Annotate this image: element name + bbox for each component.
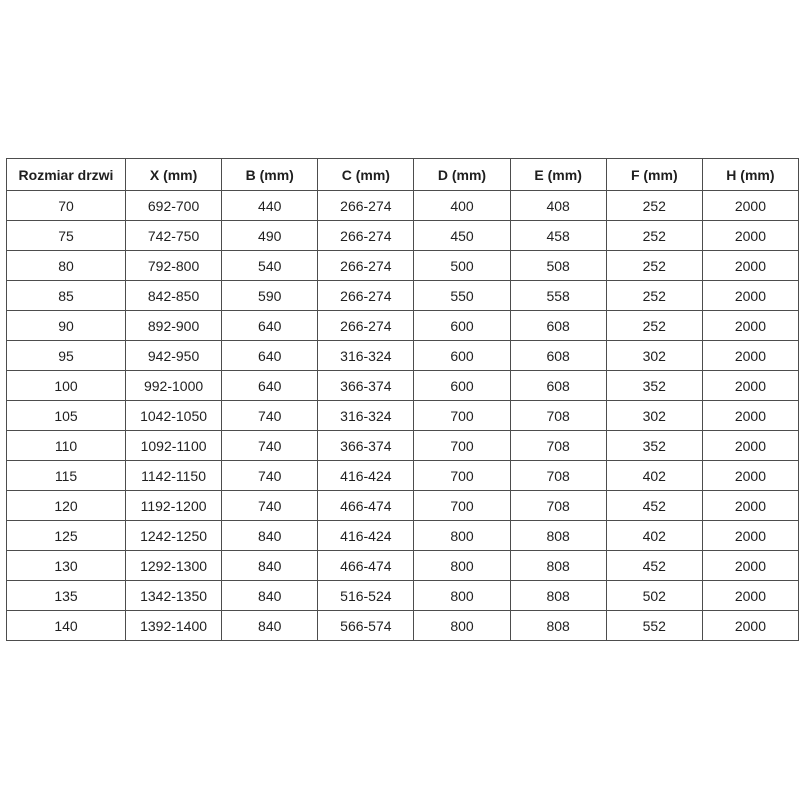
table-cell: 2000: [702, 401, 798, 431]
table-cell: 458: [510, 221, 606, 251]
table-cell: 90: [7, 311, 126, 341]
table-cell: 1192-1200: [126, 491, 222, 521]
table-cell: 500: [414, 251, 510, 281]
table-cell: 552: [606, 611, 702, 641]
table-cell: 840: [222, 581, 318, 611]
column-header: F (mm): [606, 159, 702, 191]
table-cell: 2000: [702, 311, 798, 341]
column-header: E (mm): [510, 159, 606, 191]
table-cell: 115: [7, 461, 126, 491]
table-cell: 792-800: [126, 251, 222, 281]
table-cell: 75: [7, 221, 126, 251]
table-row: [7, 491, 799, 521]
table-cell: 2000: [702, 341, 798, 371]
table-cell: 252: [606, 191, 702, 221]
table-row: [7, 521, 799, 551]
table-cell: 640: [222, 311, 318, 341]
table-cell: 252: [606, 221, 702, 251]
table-cell: 800: [414, 521, 510, 551]
table-cell: 402: [606, 461, 702, 491]
table-cell: 700: [414, 491, 510, 521]
table-cell: 125: [7, 521, 126, 551]
table-cell: 1042-1050: [126, 401, 222, 431]
table-cell: 452: [606, 551, 702, 581]
table-cell: 452: [606, 491, 702, 521]
table-cell: 2000: [702, 521, 798, 551]
column-header: Rozmiar drzwi: [7, 159, 126, 191]
table-cell: 266-274: [318, 251, 414, 281]
table-cell: 490: [222, 221, 318, 251]
table-cell: 600: [414, 371, 510, 401]
table-cell: 840: [222, 611, 318, 641]
table-cell: 600: [414, 341, 510, 371]
table-cell: 1092-1100: [126, 431, 222, 461]
table-cell: 2000: [702, 431, 798, 461]
table-cell: 700: [414, 431, 510, 461]
table-cell: 416-424: [318, 461, 414, 491]
table-cell: 708: [510, 401, 606, 431]
table-cell: 808: [510, 551, 606, 581]
table-cell: 740: [222, 431, 318, 461]
table-row: [7, 611, 799, 641]
table-cell: 316-324: [318, 341, 414, 371]
table-cell: 466-474: [318, 491, 414, 521]
table-cell: 252: [606, 311, 702, 341]
table-cell: 416-424: [318, 521, 414, 551]
table-cell: 2000: [702, 461, 798, 491]
table-cell: 266-274: [318, 311, 414, 341]
table-cell: 400: [414, 191, 510, 221]
table-cell: 608: [510, 341, 606, 371]
table-cell: 540: [222, 251, 318, 281]
table-cell: 2000: [702, 221, 798, 251]
table-cell: 252: [606, 251, 702, 281]
table-row: [7, 431, 799, 461]
table-cell: 302: [606, 341, 702, 371]
table-cell: 708: [510, 431, 606, 461]
column-header: H (mm): [702, 159, 798, 191]
table-cell: 600: [414, 311, 510, 341]
column-header: X (mm): [126, 159, 222, 191]
table-row: [7, 251, 799, 281]
table-cell: 105: [7, 401, 126, 431]
table-row: [7, 461, 799, 491]
table-cell: 2000: [702, 371, 798, 401]
table-cell: 640: [222, 371, 318, 401]
table-row: [7, 341, 799, 371]
table-cell: 566-574: [318, 611, 414, 641]
door-size-spec-table: [6, 158, 799, 641]
table-cell: 2000: [702, 191, 798, 221]
table-cell: 808: [510, 521, 606, 551]
table-cell: 2000: [702, 491, 798, 521]
table-cell: 366-374: [318, 431, 414, 461]
table-cell: 708: [510, 491, 606, 521]
table-cell: 70: [7, 191, 126, 221]
table-cell: 516-524: [318, 581, 414, 611]
table-cell: 140: [7, 611, 126, 641]
table-row: [7, 281, 799, 311]
table-cell: 708: [510, 461, 606, 491]
table-cell: 550: [414, 281, 510, 311]
table-cell: 608: [510, 311, 606, 341]
table-cell: 740: [222, 401, 318, 431]
table-cell: 2000: [702, 251, 798, 281]
table-cell: 640: [222, 341, 318, 371]
table-cell: 366-374: [318, 371, 414, 401]
table-cell: 85: [7, 281, 126, 311]
table-cell: 590: [222, 281, 318, 311]
table-cell: 700: [414, 401, 510, 431]
table-cell: 992-1000: [126, 371, 222, 401]
table-cell: 100: [7, 371, 126, 401]
table-row: [7, 581, 799, 611]
table-cell: 1392-1400: [126, 611, 222, 641]
table-cell: 352: [606, 371, 702, 401]
table-cell: 120: [7, 491, 126, 521]
table-cell: 95: [7, 341, 126, 371]
column-header: D (mm): [414, 159, 510, 191]
table-row: [7, 371, 799, 401]
table-cell: 266-274: [318, 281, 414, 311]
table-cell: 266-274: [318, 191, 414, 221]
table-cell: 892-900: [126, 311, 222, 341]
table-cell: 2000: [702, 551, 798, 581]
column-header: B (mm): [222, 159, 318, 191]
table-cell: 80: [7, 251, 126, 281]
table-cell: 135: [7, 581, 126, 611]
table-cell: 608: [510, 371, 606, 401]
table-header: [7, 159, 799, 191]
table-row: [7, 551, 799, 581]
table-body: [7, 191, 799, 641]
table-cell: 842-850: [126, 281, 222, 311]
table-row: [7, 401, 799, 431]
table-cell: 840: [222, 551, 318, 581]
table-cell: 800: [414, 551, 510, 581]
table-cell: 2000: [702, 611, 798, 641]
table-cell: 1242-1250: [126, 521, 222, 551]
table-cell: 402: [606, 521, 702, 551]
table-cell: 502: [606, 581, 702, 611]
table-cell: 110: [7, 431, 126, 461]
table-cell: 466-474: [318, 551, 414, 581]
table-cell: 692-700: [126, 191, 222, 221]
table-cell: 440: [222, 191, 318, 221]
table-cell: 1292-1300: [126, 551, 222, 581]
header-row: [7, 159, 799, 191]
column-header: C (mm): [318, 159, 414, 191]
table-cell: 740: [222, 491, 318, 521]
table-cell: 2000: [702, 281, 798, 311]
table-row: [7, 221, 799, 251]
table-cell: 742-750: [126, 221, 222, 251]
table-cell: 800: [414, 581, 510, 611]
table-cell: 266-274: [318, 221, 414, 251]
table-cell: 558: [510, 281, 606, 311]
table-cell: 252: [606, 281, 702, 311]
table-cell: 740: [222, 461, 318, 491]
table-cell: 700: [414, 461, 510, 491]
table-cell: 2000: [702, 581, 798, 611]
table-cell: 302: [606, 401, 702, 431]
table-cell: 408: [510, 191, 606, 221]
table-cell: 130: [7, 551, 126, 581]
table-row: [7, 311, 799, 341]
table-cell: 450: [414, 221, 510, 251]
table-cell: 808: [510, 611, 606, 641]
table-cell: 352: [606, 431, 702, 461]
table-cell: 942-950: [126, 341, 222, 371]
table-row: [7, 191, 799, 221]
table-cell: 1342-1350: [126, 581, 222, 611]
table-cell: 800: [414, 611, 510, 641]
table-cell: 808: [510, 581, 606, 611]
table-cell: 1142-1150: [126, 461, 222, 491]
table-cell: 508: [510, 251, 606, 281]
table-cell: 316-324: [318, 401, 414, 431]
table-cell: 840: [222, 521, 318, 551]
